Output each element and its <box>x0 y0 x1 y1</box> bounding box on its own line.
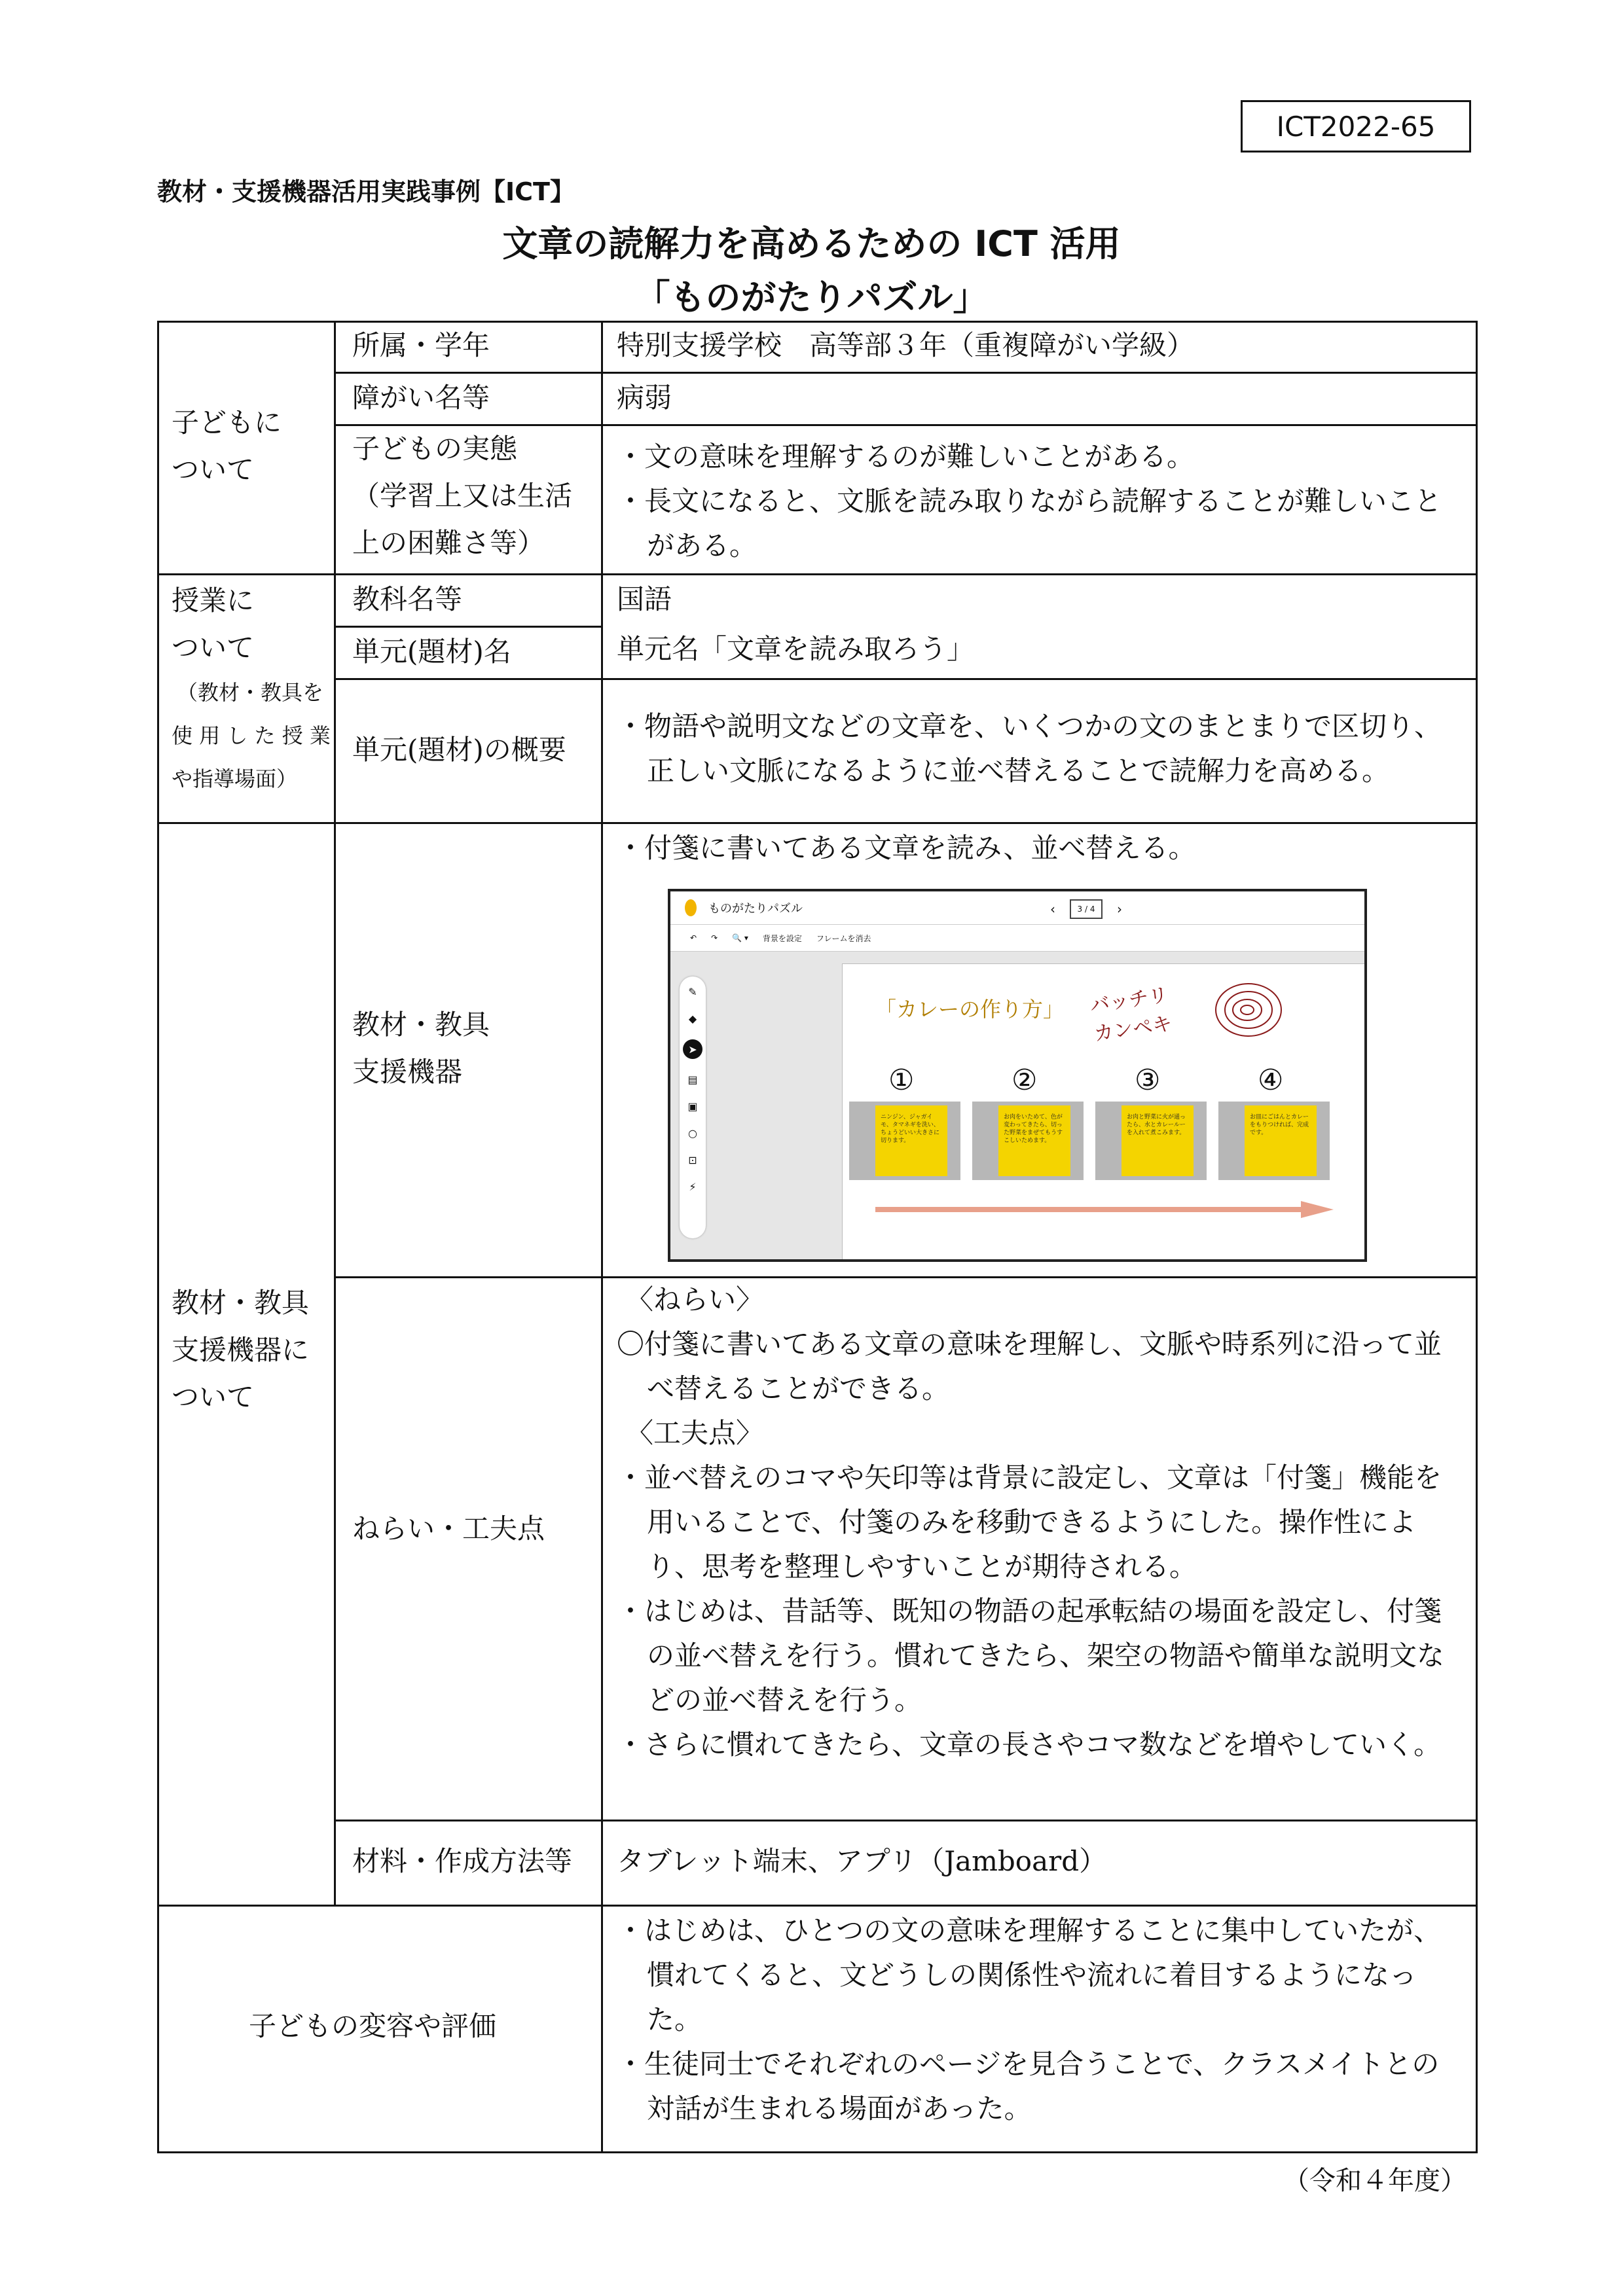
note-slot <box>849 1102 960 1180</box>
material-label-line1: 教材・教具 <box>352 1009 490 1041</box>
step-number: ④ <box>1258 1064 1284 1097</box>
evaluation-heading: 子どもの変容や評価 <box>249 2010 497 2042</box>
material-heading-line2: 支援機器に <box>172 1334 310 1366</box>
overview-label: 単元(題材)の概要 <box>352 734 566 766</box>
aim-section <box>617 1278 1465 1767</box>
devise-bullet: ・さらに慣れてきたら、文章の長さやコマ数などを増やしていく。 <box>617 1729 1442 1761</box>
jamboard-logo-icon <box>685 899 697 916</box>
redo-icon[interactable]: ↷ <box>711 933 718 942</box>
unit-label: 単元(題材)名 <box>352 636 511 668</box>
app-topbar <box>670 891 1364 924</box>
document-id: ICT2022-65 <box>1241 100 1471 152</box>
image-icon[interactable]: ▣ <box>687 1100 698 1113</box>
frame-nav <box>1050 899 1122 919</box>
step-number: ① <box>888 1064 915 1097</box>
clear-frame-button[interactable]: フレームを消去 <box>816 933 871 943</box>
state-label-line1: 子どもの実態 <box>352 433 518 465</box>
zoom-icon[interactable]: 🔍 ▾ <box>732 933 748 942</box>
note-slot <box>1095 1102 1207 1180</box>
sticky-note-icon[interactable]: ▤ <box>687 1073 698 1086</box>
sticky-note[interactable]: お皿にごはんとカレーをもりつければ、完成です。 <box>1245 1105 1317 1176</box>
unit-value: 単元名「文章を読み取ろう」 <box>617 633 975 665</box>
state-bullets <box>617 435 1461 568</box>
devise-bullet: ・はじめは、昔話等、既知の物語の起承転結の場面を設定し、付箋の並べ替えを行う。慣れてきたら、架空の物語や簡単な説明文などの並べ替えを行う。 <box>617 1595 1445 1716</box>
sticky-note[interactable]: ニンジン、ジャガイモ、タマネギを洗い、ちょうどいい大きさに切ります。 <box>875 1105 947 1176</box>
textbox-icon[interactable]: ⊡ <box>688 1154 697 1166</box>
laser-icon[interactable]: ⚡ <box>689 1181 697 1193</box>
lesson-heading-line1: 授業に <box>172 584 255 617</box>
method-value: タブレット端末、アプリ（Jamboard） <box>617 1845 1107 1877</box>
state-bullet: ・文の意味を理解するのが難しいことがある。 <box>617 440 1195 473</box>
circle-icon[interactable]: ○ <box>688 1127 697 1139</box>
overview-bullet: ・物語や説明文などの文章を、いくつかの文のまとまりで区切り、正しい文脈になるように並べ替えることで読解力を高める。 <box>617 710 1442 787</box>
lesson-note-line1: （教材・教具を <box>177 680 324 705</box>
material-heading-line1: 教材・教具 <box>172 1287 310 1319</box>
affiliation-value: 特別支援学校 高等部３年（重複障がい学級） <box>617 329 1195 361</box>
disability-value: 病弱 <box>617 382 672 414</box>
app-screenshot <box>668 889 1367 1262</box>
page-title: 文章の読解力を高めるための ICT 活用 <box>502 223 1121 264</box>
frame-counter[interactable]: 3 / 4 <box>1070 899 1103 919</box>
pen-icon[interactable]: ✎ <box>688 986 697 998</box>
state-label-line3: 上の困難さ等） <box>352 527 545 559</box>
page-subtitle: 「ものがたりパズル」 <box>634 277 989 318</box>
evaluation-bullet: ・生徒同士でそれぞれのページを見合うことで、クラスメイトとの対話が生まれる場面があった。 <box>617 2048 1440 2125</box>
undo-icon[interactable]: ↶ <box>690 933 697 942</box>
step-number: ② <box>1012 1064 1038 1097</box>
set-background-button[interactable]: 背景を設定 <box>762 933 802 943</box>
frame-title: 「カレーの作り方」 <box>875 997 1065 1022</box>
subject-value: 国語 <box>617 583 672 615</box>
disability-label: 障がい名等 <box>352 382 490 414</box>
lesson-note-line2: 使 用 し た 授 業 <box>172 723 331 748</box>
affiliation-label: 所属・学年 <box>352 329 490 361</box>
handwritten-scribble: バッチリ カンペキ <box>1088 984 1174 1046</box>
aim-label: ねらい・工夫点 <box>352 1513 545 1545</box>
sequence-arrow <box>875 1200 1334 1219</box>
eraser-icon[interactable]: ◆ <box>688 1013 697 1025</box>
state-bullet: ・長文になると、文脈を読み取りながら読解することが難しいことがある。 <box>617 485 1442 562</box>
select-icon[interactable]: ➤ <box>683 1039 702 1059</box>
devise-heading: 〈工夫点〉 <box>626 1417 764 1449</box>
jam-frame <box>842 963 1367 1261</box>
child-heading-line1: 子どもに <box>172 406 282 439</box>
sticky-note[interactable]: お肉をいためて、色が変わってきたら、切った野菜をまぜてもうすこしいためます。 <box>998 1105 1070 1176</box>
material-intro: ・付箋に書いてある文章を読み、並べ替える。 <box>617 832 1196 864</box>
devise-bullet: ・並べ替えのコマや矢印等は背景に設定し、文章は「付箋」機能を用いることで、付箋のみを移動できるようにした。操作性により、思考を整理しやすいことが期待される。 <box>617 1462 1442 1583</box>
material-label-line2: 支援機器 <box>352 1056 463 1088</box>
tool-sidebar <box>680 977 706 1238</box>
scribble-circles <box>1209 977 1288 1043</box>
step-number: ③ <box>1135 1064 1161 1097</box>
method-label: 材料・作成方法等 <box>352 1845 573 1877</box>
lesson-heading-line2: ついて <box>172 632 255 664</box>
note-slot <box>972 1102 1084 1180</box>
fiscal-year-footer: （令和４年度） <box>1283 2166 1467 2196</box>
prev-frame-icon[interactable]: ‹ <box>1050 901 1055 917</box>
aim-heading: 〈ねらい〉 <box>626 1283 764 1316</box>
sticky-note[interactable]: お肉と野菜に火が通ったら、水とカレールーを入れて煮こみます。 <box>1122 1105 1194 1176</box>
subject-label: 教科名等 <box>352 583 463 615</box>
overview-bullets <box>617 704 1461 793</box>
material-heading-line3: ついて <box>172 1381 255 1413</box>
app-toolbar <box>670 924 1364 952</box>
aim-text: 〇付箋に書いてある文章の意味を理解し、文脈や時系列に沿って並べ替えることができる。 <box>617 1328 1442 1405</box>
category-label: 教材・支援機器活用実践事例【ICT】 <box>157 177 575 206</box>
app-title: ものがたりパズル <box>708 902 803 916</box>
evaluation-bullets <box>617 1909 1465 2131</box>
state-label-line2: （学習上又は生活 <box>352 480 573 512</box>
evaluation-bullet: ・はじめは、ひとつの文の意味を理解することに集中していたが、慣れてくると、文どうしの関係性や流れに着目するようになった。 <box>617 1914 1442 2036</box>
child-heading-line2: ついて <box>172 454 255 486</box>
next-frame-icon[interactable]: › <box>1117 901 1122 917</box>
note-slot <box>1218 1102 1330 1180</box>
lesson-note-line3: や指導場面） <box>172 766 298 791</box>
